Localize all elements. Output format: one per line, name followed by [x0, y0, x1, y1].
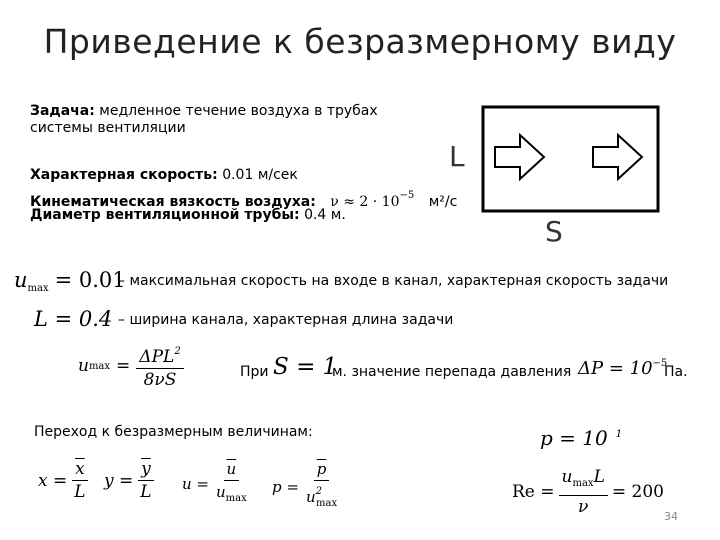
flow-arrow-right-icon — [593, 135, 642, 179]
x-lhs: x = — [38, 470, 68, 491]
task-label: Задача: — [30, 103, 95, 119]
diameter-value: 0.4 м. — [299, 207, 346, 223]
umax-pf-num-exp: 2 — [174, 346, 181, 357]
x-scaling-formula — [38, 458, 89, 503]
task-block — [30, 103, 378, 137]
re-lhs: Re = — [512, 482, 555, 502]
pri-label: При — [240, 364, 269, 380]
y-denominator: L — [140, 482, 152, 502]
p-den-sup: 2 — [315, 486, 322, 497]
diagram-label-L: L — [449, 140, 465, 173]
p-denominator: u — [305, 488, 316, 506]
L-description: – ширина канала, характерная длина задачи — [118, 312, 454, 328]
dp-exponent: −5 — [652, 358, 668, 369]
viscosity-unit: м²/с — [428, 194, 458, 210]
umax-pf-subscript: max — [88, 360, 111, 372]
channel-rect — [483, 107, 658, 211]
diameter-label: Диаметр вентиляционной трубы: — [30, 207, 300, 223]
umax-pf-fraction — [136, 341, 183, 391]
umax-pf-symbol: u — [78, 356, 89, 376]
slide-title: Приведение к безразмерному виду — [43, 22, 677, 61]
speed-value: 0.01 м/сек — [217, 167, 298, 183]
umax-pf-numerator: ΔPL — [139, 347, 175, 367]
transition-label: Переход к безразмерным величинам: — [34, 424, 313, 440]
viscosity-exponent: −5 — [399, 190, 415, 201]
task-text-line1: медленное течение воздуха в трубах — [94, 103, 378, 119]
task-text-line2: системы вентиляции — [30, 120, 186, 136]
p-den-subscript: max — [316, 498, 338, 509]
umax-pressure-formula: u max = $\frac{\Delta PL^2}{8\nu S}$ — [78, 341, 184, 391]
viscosity-formula-text: ν ≈ 2 · 10 — [330, 194, 400, 210]
flow-arrow-left-icon — [495, 135, 544, 179]
p-scale-text: p = 10 — [540, 426, 608, 450]
viscosity-label: Кинематическая вязкость воздуха: — [30, 194, 316, 210]
page-number: 34 — [664, 510, 678, 523]
y-scaling-formula — [104, 458, 155, 503]
umax-subscript: max — [27, 283, 49, 294]
u-lhs: u = — [182, 475, 209, 493]
p-scale-formula — [540, 426, 622, 450]
re-num-L: L — [593, 467, 605, 487]
speed-line — [30, 167, 298, 184]
pressure-drop-text: м. значение перепада давления — [332, 364, 572, 380]
S-formula: S = 1 — [273, 354, 338, 380]
pressure-unit: Па. — [664, 364, 688, 380]
u-numerator: $\overline{u}$ — [224, 458, 240, 481]
p-scale-exp: 1 — [615, 429, 623, 440]
diameter-line — [30, 207, 346, 224]
L-definition-formula: L = 0.4 — [34, 307, 113, 331]
x-denominator: L — [74, 482, 86, 502]
diagram-label-S: S — [545, 215, 563, 248]
re-denominator: ν — [578, 497, 589, 517]
umax-description: – максимальная скорость на входе в канал, характерная скорость задачи — [118, 273, 669, 289]
u-scaling-formula — [182, 458, 250, 510]
re-num-subscript: max — [572, 478, 594, 489]
u-denominator: u — [216, 483, 226, 501]
umax-pf-denominator: 8νS — [143, 370, 177, 390]
umax-definition-formula — [14, 268, 126, 294]
umax-value: = 0.01 — [54, 268, 126, 292]
dp-formula-text: ΔP = 10 — [578, 358, 653, 379]
re-rhs: = 200 — [611, 482, 664, 502]
p-lhs: p = — [272, 477, 299, 496]
p-numerator: $\overline{p}$ — [314, 458, 330, 481]
re-num-u: u — [561, 467, 573, 487]
umax-symbol: u — [14, 268, 28, 292]
y-numerator: $\overline{y}$ — [138, 458, 154, 481]
p-scaling-formula — [272, 458, 340, 515]
u-den-subscript: max — [225, 493, 247, 504]
x-numerator: $\overline{x}$ — [72, 458, 88, 481]
speed-label: Характерная скорость: — [30, 167, 218, 183]
y-lhs: y = — [104, 470, 134, 491]
dp-formula — [578, 358, 667, 379]
reynolds-formula — [512, 466, 664, 518]
